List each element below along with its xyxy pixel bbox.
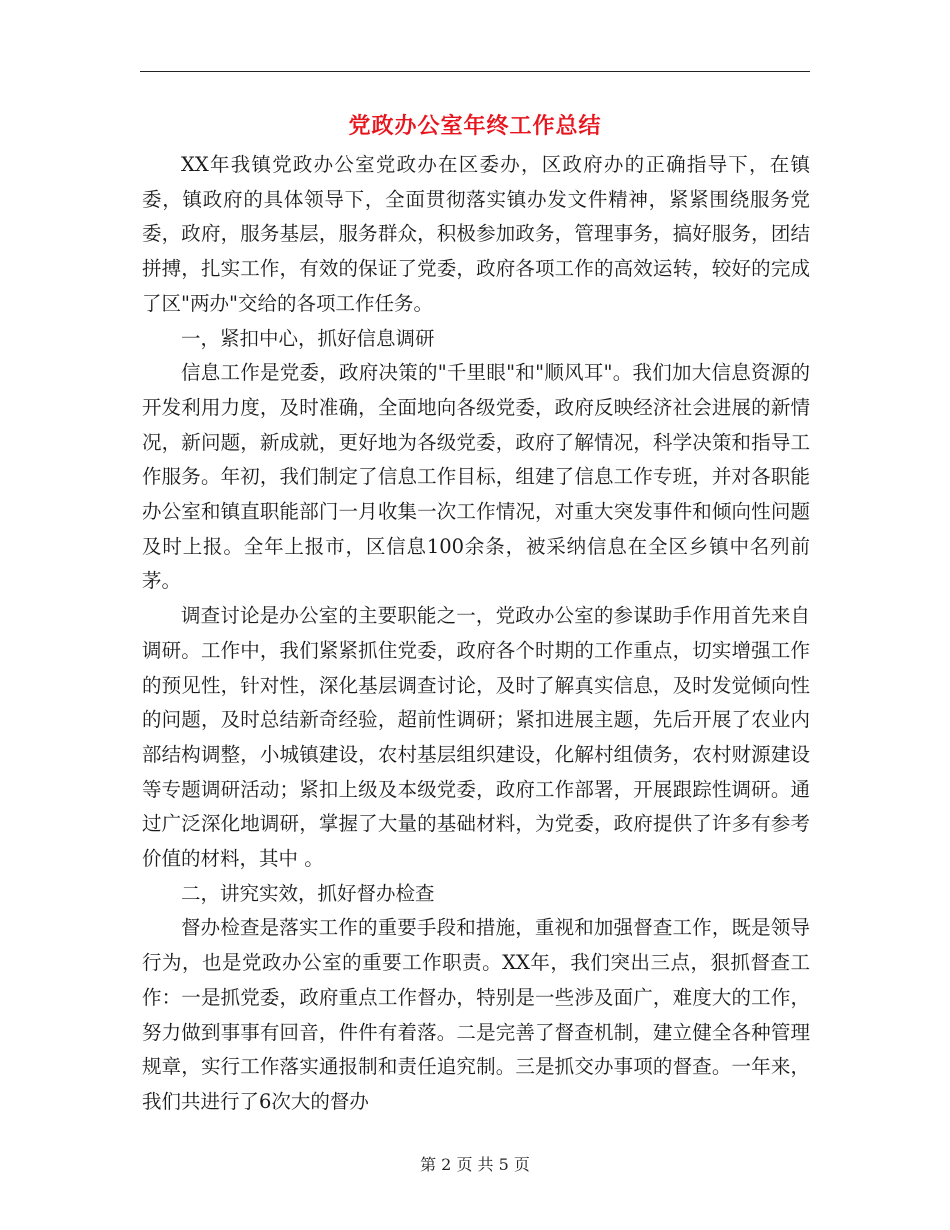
paragraph-information-work: 信息工作是党委，政府决策的"千里眼"和"顺风耳"。我们加大信息资源的开发利用力度，及时准确，全面地向各级党委，政府反映经济社会进展的新情况，新问题，新成就，更好地为各级党委，政府了解情况，科学决策和指导工作服务。年初，我们制定了信息工作目标，组建了信息工作专班，并对各职能办公室和镇直职能部门一月收集一次工作情况，对重大突发事件和倾向性问题及时上报。全年上报市，区信息100余条，被采纳信息在全区乡镇中名列前茅。 [142,361,810,593]
document-title: 党政办公室年终工作总结 [348,114,602,139]
paragraph-research: 调查讨论是办公室的主要职能之一，党政办公室的参谋助手作用首先来自调研。工作中，我们紧紧抓住党委，政府各个时期的工作重点，切实增强工作的预见性，针对性，深化基层调查讨论，及时了解真实信息，及时发觉倾向性的问题，及时总结新奇经验，超前性调研；紧扣进展主题，先后开展了农业内部结构调整，小城镇建设，农村基层组织建设，化解村组债务，农村财源建设等专题调研活动；紧扣上级及本级党委，政府工作部署，开展跟踪性调研。通过广泛深化地调研，掌握了大量的基础材料，为党委，政府提供了许多有参考价值的材料，其中 。 [142,604,810,871]
paragraph-supervision: 督办检查是落实工作的重要手段和措施，重视和加强督查工作，既是领导行为，也是党政办公室的重要工作职责。XX年，我们突出三点，狠抓督查工作：一是抓党委，政府重点工作督办，特别是一些涉及面广，难度大的工作，努力做到事事有回音，件件有着落。二是完善了督查机制，建立健全各种管理规章，实行工作落实通报制和责任追究制。三是抓交办事项的督查。一年来，我们共进行了6次大的督办 [142,916,810,1113]
paragraph-intro: XX年我镇党政办公室党政办在区委办，区政府办的正确指导下，在镇委，镇政府的具体领导下，全面贯彻落实镇办发文件精神，紧紧围绕服务党委，政府，服务基层，服务群众，积极参加政务，管理事务，搞好服务，团结拼搏，扎实工作，有效的保证了党委，政府各项工作的高效运转，较好的完成了区"两办"交给的各项工作任务。 [142,153,810,315]
section-heading-1: 一，紧扣中心，抓好信息调研 [181,326,435,350]
section-heading-2: 二，讲究实效，抓好督办检查 [181,881,435,905]
page-number: 第 2 页 共 5 页 [420,1155,530,1174]
document-body [142,148,810,1120]
header-rule [140,71,810,72]
